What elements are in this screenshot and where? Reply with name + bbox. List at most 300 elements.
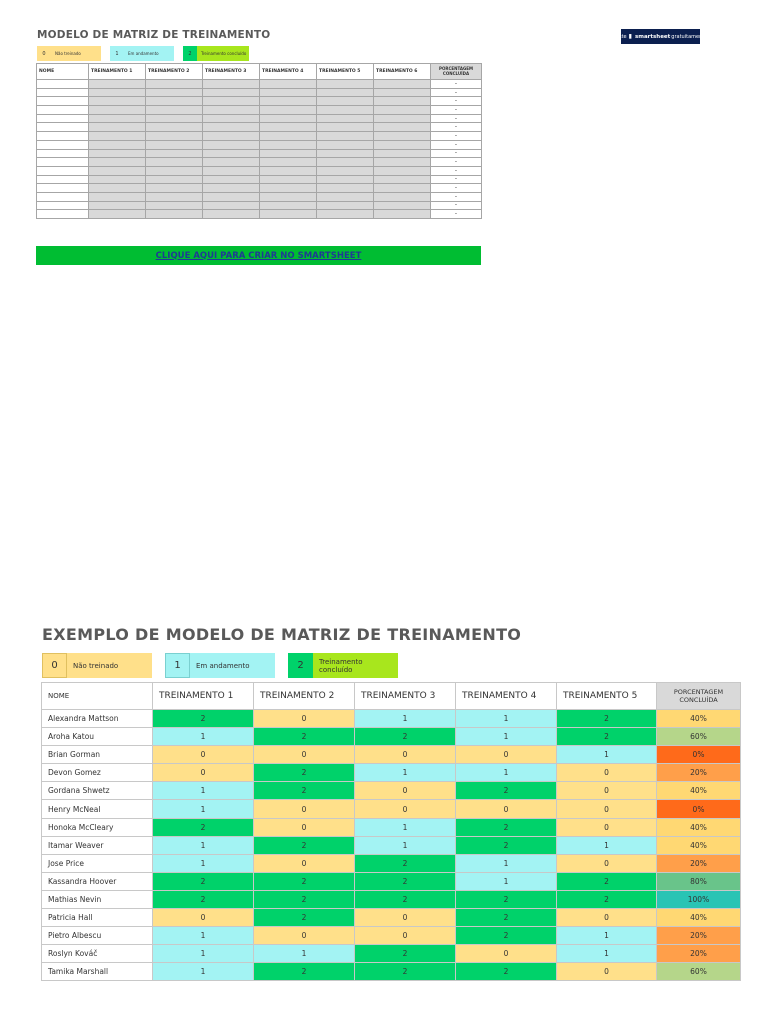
training-status-cell[interactable]: 2 <box>254 890 355 908</box>
training-cell[interactable] <box>317 88 374 97</box>
training-status-cell[interactable]: 0 <box>254 746 355 764</box>
training-cell[interactable] <box>317 97 374 106</box>
training-cell[interactable] <box>260 132 317 141</box>
training-status-cell[interactable]: 1 <box>355 818 456 836</box>
training-status-cell[interactable]: 0 <box>254 818 355 836</box>
table-row <box>42 909 741 927</box>
training-status-cell[interactable]: 1 <box>557 836 657 854</box>
training-status-cell[interactable]: 1 <box>153 728 254 746</box>
training-status-cell[interactable]: 0 <box>355 927 456 945</box>
training-status-cell[interactable]: 1 <box>557 746 657 764</box>
training-cell[interactable] <box>317 132 374 141</box>
training-cell[interactable] <box>374 192 431 201</box>
training-cell[interactable] <box>146 166 203 175</box>
training-status-cell[interactable]: 2 <box>557 872 657 890</box>
training-cell[interactable] <box>203 166 260 175</box>
table-row <box>37 210 482 219</box>
percent-complete-cell: 20% <box>657 854 741 872</box>
training-status-cell[interactable]: 1 <box>456 854 557 872</box>
training-cell[interactable] <box>89 175 146 184</box>
training-cell[interactable] <box>317 192 374 201</box>
training-status-cell[interactable]: 0 <box>254 800 355 818</box>
training-status-cell[interactable]: 1 <box>456 872 557 890</box>
training-cell[interactable] <box>146 97 203 106</box>
training-cell[interactable] <box>89 201 146 210</box>
training-status-cell[interactable]: 1 <box>557 945 657 963</box>
table-row <box>37 175 482 184</box>
percent-cell: - <box>431 192 482 201</box>
table-row <box>37 123 482 132</box>
training-cell[interactable] <box>317 123 374 132</box>
training-status-cell[interactable]: 2 <box>456 909 557 927</box>
legend-num: 2 <box>183 46 197 61</box>
training-cell[interactable] <box>260 166 317 175</box>
employee-name: Tamika Marshall <box>42 963 153 981</box>
col-header-training-2: TREINAMENTO 2 <box>146 64 203 80</box>
table-row <box>37 166 482 175</box>
training-status-cell[interactable]: 0 <box>355 782 456 800</box>
employee-name: Itamar Weaver <box>42 836 153 854</box>
training-cell[interactable] <box>203 192 260 201</box>
name-cell[interactable] <box>37 80 89 89</box>
training-cell[interactable] <box>146 210 203 219</box>
percent-cell: - <box>431 210 482 219</box>
employee-name: Alexandra Mattson <box>42 710 153 728</box>
training-status-cell[interactable]: 2 <box>153 818 254 836</box>
percent-complete-cell: 20% <box>657 945 741 963</box>
training-status-cell[interactable]: 0 <box>557 764 657 782</box>
name-cell[interactable] <box>37 201 89 210</box>
percent-cell: - <box>431 175 482 184</box>
percent-cell: - <box>431 123 482 132</box>
legend-in-progress <box>110 46 174 61</box>
training-status-cell[interactable]: 1 <box>153 963 254 981</box>
name-cell[interactable] <box>37 149 89 158</box>
table-row <box>37 97 482 106</box>
training-cell[interactable] <box>146 106 203 115</box>
training-cell[interactable] <box>260 158 317 167</box>
training-cell[interactable] <box>146 123 203 132</box>
example-legend-not-trained <box>42 653 152 678</box>
training-cell[interactable] <box>260 149 317 158</box>
table-row <box>37 192 482 201</box>
col-header-training-1: TREINAMENTO 1 <box>153 683 254 710</box>
training-status-cell[interactable]: 1 <box>153 782 254 800</box>
training-cell[interactable] <box>260 210 317 219</box>
training-cell[interactable] <box>89 210 146 219</box>
table-row <box>42 764 741 782</box>
legend-completed <box>183 46 249 61</box>
training-cell[interactable] <box>317 210 374 219</box>
training-cell[interactable] <box>146 140 203 149</box>
employee-name: Jose Price <box>42 854 153 872</box>
legend-num: 1 <box>165 653 190 678</box>
training-cell[interactable] <box>374 149 431 158</box>
col-header-training-5: TREINAMENTO 5 <box>557 683 657 710</box>
training-cell[interactable] <box>89 80 146 89</box>
training-cell[interactable] <box>89 88 146 97</box>
table-row <box>42 854 741 872</box>
table-row <box>37 158 482 167</box>
training-status-cell[interactable]: 0 <box>254 927 355 945</box>
table-row <box>37 88 482 97</box>
table-row <box>42 800 741 818</box>
name-cell[interactable] <box>37 192 89 201</box>
training-cell[interactable] <box>203 175 260 184</box>
name-cell[interactable] <box>37 175 89 184</box>
training-cell[interactable] <box>203 123 260 132</box>
training-status-cell[interactable]: 2 <box>254 782 355 800</box>
percent-complete-cell: 0% <box>657 746 741 764</box>
training-status-cell[interactable]: 0 <box>557 800 657 818</box>
training-cell[interactable] <box>89 192 146 201</box>
training-cell[interactable] <box>146 201 203 210</box>
col-header-percent: PORCENTAGEM CONCLUÍDA <box>431 64 482 80</box>
training-status-cell[interactable]: 2 <box>456 836 557 854</box>
training-cell[interactable] <box>89 123 146 132</box>
col-header-percent: PORCENTAGEM CONCLUÍDA <box>657 683 741 710</box>
col-header-training-6: TREINAMENTO 6 <box>374 64 431 80</box>
training-cell[interactable] <box>374 201 431 210</box>
training-cell[interactable] <box>374 175 431 184</box>
example-legend-in-progress <box>165 653 275 678</box>
table-row <box>37 114 482 123</box>
training-cell[interactable] <box>203 97 260 106</box>
percent-cell: - <box>431 106 482 115</box>
training-status-cell[interactable]: 2 <box>254 836 355 854</box>
training-cell[interactable] <box>146 192 203 201</box>
table-row <box>42 782 741 800</box>
training-status-cell[interactable]: 2 <box>254 764 355 782</box>
table-row <box>37 149 482 158</box>
training-status-cell[interactable]: 0 <box>456 746 557 764</box>
legend-label: Não treinado <box>51 46 101 61</box>
create-in-smartsheet-link[interactable]: CLIQUE AQUI PARA CRIAR NO SMARTSHEET <box>155 250 362 261</box>
table-row <box>37 140 482 149</box>
training-cell[interactable] <box>146 158 203 167</box>
training-status-cell[interactable]: 2 <box>557 728 657 746</box>
example-title: EXEMPLO DE MODELO DE MATRIZ DE TREINAMENTO <box>42 625 522 644</box>
table-row <box>42 945 741 963</box>
col-header-training-5: TREINAMENTO 5 <box>317 64 374 80</box>
training-cell[interactable] <box>317 201 374 210</box>
name-cell[interactable] <box>37 97 89 106</box>
training-cell[interactable] <box>260 192 317 201</box>
training-cell[interactable] <box>203 149 260 158</box>
training-status-cell[interactable]: 0 <box>254 854 355 872</box>
training-cell[interactable] <box>203 114 260 123</box>
training-cell[interactable] <box>374 158 431 167</box>
training-cell[interactable] <box>260 97 317 106</box>
training-cell[interactable] <box>203 132 260 141</box>
training-status-cell[interactable]: 2 <box>355 963 456 981</box>
legend-label: Treinamento concluído <box>197 46 249 61</box>
legend-label: Em andamento <box>190 653 275 678</box>
table-row <box>42 890 741 908</box>
training-cell[interactable] <box>374 80 431 89</box>
smartsheet-logo-icon: ▮ <box>628 33 632 40</box>
training-cell[interactable] <box>203 158 260 167</box>
training-cell[interactable] <box>374 123 431 132</box>
employee-name: Honoka McCleary <box>42 818 153 836</box>
training-status-cell[interactable]: 1 <box>254 945 355 963</box>
training-cell[interactable] <box>146 80 203 89</box>
training-status-cell[interactable]: 2 <box>456 818 557 836</box>
training-status-cell[interactable]: 1 <box>153 927 254 945</box>
training-cell[interactable] <box>374 184 431 193</box>
training-status-cell[interactable]: 2 <box>456 782 557 800</box>
employee-name: Patricia Hall <box>42 909 153 927</box>
training-cell[interactable] <box>260 140 317 149</box>
employee-name: Henry McNeal <box>42 800 153 818</box>
training-cell[interactable] <box>260 175 317 184</box>
table-row <box>42 710 741 728</box>
training-status-cell[interactable]: 2 <box>355 872 456 890</box>
table-row <box>42 728 741 746</box>
training-cell[interactable] <box>203 140 260 149</box>
col-header-name: NOME <box>37 64 89 80</box>
training-cell[interactable] <box>203 80 260 89</box>
legend-num: 0 <box>37 46 51 61</box>
training-cell[interactable] <box>89 140 146 149</box>
employee-name: Roslyn Kováč <box>42 945 153 963</box>
training-cell[interactable] <box>317 114 374 123</box>
logo-prefix: Teste <box>613 33 627 40</box>
training-status-cell[interactable]: 1 <box>153 854 254 872</box>
training-cell[interactable] <box>374 106 431 115</box>
example-legend-completed <box>288 653 398 678</box>
table-row <box>37 80 482 89</box>
percent-cell: - <box>431 140 482 149</box>
percent-cell: - <box>431 166 482 175</box>
employee-name: Aroha Katou <box>42 728 153 746</box>
training-cell[interactable] <box>260 123 317 132</box>
employee-name: Pietro Albescu <box>42 927 153 945</box>
training-status-cell[interactable]: 0 <box>254 710 355 728</box>
name-cell[interactable] <box>37 106 89 115</box>
training-cell[interactable] <box>89 114 146 123</box>
training-cell[interactable] <box>89 166 146 175</box>
name-cell[interactable] <box>37 123 89 132</box>
training-status-cell[interactable]: 0 <box>355 746 456 764</box>
legend-num: 1 <box>110 46 124 61</box>
training-cell[interactable] <box>374 88 431 97</box>
col-header-training-1: TREINAMENTO 1 <box>89 64 146 80</box>
percent-complete-cell: 40% <box>657 818 741 836</box>
training-cell[interactable] <box>317 175 374 184</box>
example-matrix-table <box>41 682 741 981</box>
training-cell[interactable] <box>146 114 203 123</box>
percent-complete-cell: 80% <box>657 872 741 890</box>
name-cell[interactable] <box>37 184 89 193</box>
training-status-cell[interactable]: 0 <box>557 909 657 927</box>
training-status-cell[interactable]: 0 <box>557 782 657 800</box>
training-cell[interactable] <box>374 114 431 123</box>
name-cell[interactable] <box>37 114 89 123</box>
training-status-cell[interactable]: 0 <box>355 909 456 927</box>
training-cell[interactable] <box>89 106 146 115</box>
table-row <box>42 963 741 981</box>
col-header-training-3: TREINAMENTO 3 <box>355 683 456 710</box>
employee-name: Gordana Shwetz <box>42 782 153 800</box>
training-cell[interactable] <box>203 106 260 115</box>
employee-name: Devon Gomez <box>42 764 153 782</box>
training-cell[interactable] <box>146 175 203 184</box>
training-status-cell[interactable]: 2 <box>254 728 355 746</box>
col-header-training-4: TREINAMENTO 4 <box>456 683 557 710</box>
training-status-cell[interactable]: 1 <box>153 836 254 854</box>
col-header-name: NOME <box>42 683 153 710</box>
training-status-cell[interactable]: 2 <box>456 890 557 908</box>
training-status-cell[interactable]: 2 <box>355 728 456 746</box>
table-row <box>37 106 482 115</box>
col-header-training-3: TREINAMENTO 3 <box>203 64 260 80</box>
training-cell[interactable] <box>89 184 146 193</box>
training-cell[interactable] <box>260 80 317 89</box>
training-cell[interactable] <box>203 184 260 193</box>
training-cell[interactable] <box>203 210 260 219</box>
training-cell[interactable] <box>89 149 146 158</box>
name-cell[interactable] <box>37 158 89 167</box>
percent-complete-cell: 100% <box>657 890 741 908</box>
training-status-cell[interactable]: 2 <box>557 890 657 908</box>
training-status-cell[interactable]: 0 <box>153 746 254 764</box>
training-status-cell[interactable]: 2 <box>355 854 456 872</box>
name-cell[interactable] <box>37 140 89 149</box>
name-cell[interactable] <box>37 166 89 175</box>
training-cell[interactable] <box>374 97 431 106</box>
smartsheet-logo-button[interactable] <box>613 29 708 44</box>
percent-complete-cell: 60% <box>657 963 741 981</box>
training-status-cell[interactable]: 2 <box>254 963 355 981</box>
training-cell[interactable] <box>260 184 317 193</box>
percent-complete-cell: 40% <box>657 782 741 800</box>
training-status-cell[interactable]: 0 <box>557 854 657 872</box>
training-cell[interactable] <box>203 201 260 210</box>
training-status-cell[interactable]: 0 <box>456 945 557 963</box>
legend-num: 2 <box>288 653 313 678</box>
legend-label: Em andamento <box>124 46 174 61</box>
training-status-cell[interactable]: 2 <box>254 909 355 927</box>
logo-brand: smartsheet <box>634 33 671 40</box>
logo-suffix: gratuitamente <box>671 33 708 40</box>
training-status-cell[interactable]: 0 <box>557 963 657 981</box>
training-cell[interactable] <box>89 132 146 141</box>
training-cell[interactable] <box>146 132 203 141</box>
training-status-cell[interactable]: 0 <box>153 909 254 927</box>
table-row <box>37 201 482 210</box>
training-cell[interactable] <box>203 88 260 97</box>
training-status-cell[interactable]: 1 <box>557 927 657 945</box>
training-status-cell[interactable]: 1 <box>355 764 456 782</box>
training-status-cell[interactable]: 2 <box>456 963 557 981</box>
percent-complete-cell: 20% <box>657 764 741 782</box>
training-cell[interactable] <box>317 149 374 158</box>
percent-complete-cell: 40% <box>657 836 741 854</box>
training-cell[interactable] <box>260 201 317 210</box>
employee-name: Brian Gorman <box>42 746 153 764</box>
training-status-cell[interactable]: 1 <box>456 764 557 782</box>
template-matrix-table <box>36 63 482 219</box>
training-status-cell[interactable]: 0 <box>355 800 456 818</box>
table-row <box>42 872 741 890</box>
name-cell[interactable] <box>37 132 89 141</box>
training-status-cell[interactable]: 1 <box>355 836 456 854</box>
training-cell[interactable] <box>317 166 374 175</box>
training-status-cell[interactable]: 2 <box>355 890 456 908</box>
percent-cell: - <box>431 132 482 141</box>
percent-cell: - <box>431 149 482 158</box>
training-cell[interactable] <box>374 166 431 175</box>
training-status-cell[interactable]: 2 <box>355 945 456 963</box>
table-row <box>37 132 482 141</box>
training-status-cell[interactable]: 2 <box>557 710 657 728</box>
training-status-cell[interactable]: 2 <box>153 710 254 728</box>
training-cell[interactable] <box>260 88 317 97</box>
legend-not-trained <box>37 46 101 61</box>
training-cell[interactable] <box>260 106 317 115</box>
percent-complete-cell: 40% <box>657 710 741 728</box>
training-cell[interactable] <box>317 80 374 89</box>
legend-num: 0 <box>42 653 67 678</box>
legend-label: Treinamento concluído <box>313 653 398 678</box>
training-cell[interactable] <box>146 149 203 158</box>
training-status-cell[interactable]: 1 <box>456 728 557 746</box>
table-row <box>42 927 741 945</box>
training-cell[interactable] <box>317 106 374 115</box>
col-header-training-4: TREINAMENTO 4 <box>260 64 317 80</box>
table-row <box>42 818 741 836</box>
percent-cell: - <box>431 201 482 210</box>
training-cell[interactable] <box>374 210 431 219</box>
template-title: MODELO DE MATRIZ DE TREINAMENTO <box>37 29 271 41</box>
employee-name: Mathias Nevin <box>42 890 153 908</box>
legend-label: Não treinado <box>67 653 152 678</box>
percent-complete-cell: 40% <box>657 909 741 927</box>
training-status-cell[interactable]: 0 <box>153 764 254 782</box>
training-cell[interactable] <box>146 184 203 193</box>
training-cell[interactable] <box>146 88 203 97</box>
training-cell[interactable] <box>374 140 431 149</box>
training-status-cell[interactable]: 2 <box>254 872 355 890</box>
percent-cell: - <box>431 80 482 89</box>
name-cell[interactable] <box>37 210 89 219</box>
name-cell[interactable] <box>37 88 89 97</box>
percent-cell: - <box>431 97 482 106</box>
training-status-cell[interactable]: 0 <box>456 800 557 818</box>
training-cell[interactable] <box>317 140 374 149</box>
employee-name: Kassandra Hoover <box>42 872 153 890</box>
percent-complete-cell: 60% <box>657 728 741 746</box>
percent-cell: - <box>431 88 482 97</box>
training-cell[interactable] <box>260 114 317 123</box>
training-status-cell[interactable]: 2 <box>153 890 254 908</box>
training-cell[interactable] <box>89 158 146 167</box>
training-status-cell[interactable]: 1 <box>153 945 254 963</box>
training-cell[interactable] <box>317 184 374 193</box>
training-status-cell[interactable]: 0 <box>557 818 657 836</box>
training-cell[interactable] <box>317 158 374 167</box>
training-status-cell[interactable]: 1 <box>153 800 254 818</box>
training-status-cell[interactable]: 1 <box>355 710 456 728</box>
training-status-cell[interactable]: 1 <box>456 710 557 728</box>
training-status-cell[interactable]: 2 <box>456 927 557 945</box>
percent-cell: - <box>431 158 482 167</box>
training-cell[interactable] <box>89 97 146 106</box>
table-header-row <box>42 683 741 710</box>
training-cell[interactable] <box>374 132 431 141</box>
training-status-cell[interactable]: 2 <box>153 872 254 890</box>
